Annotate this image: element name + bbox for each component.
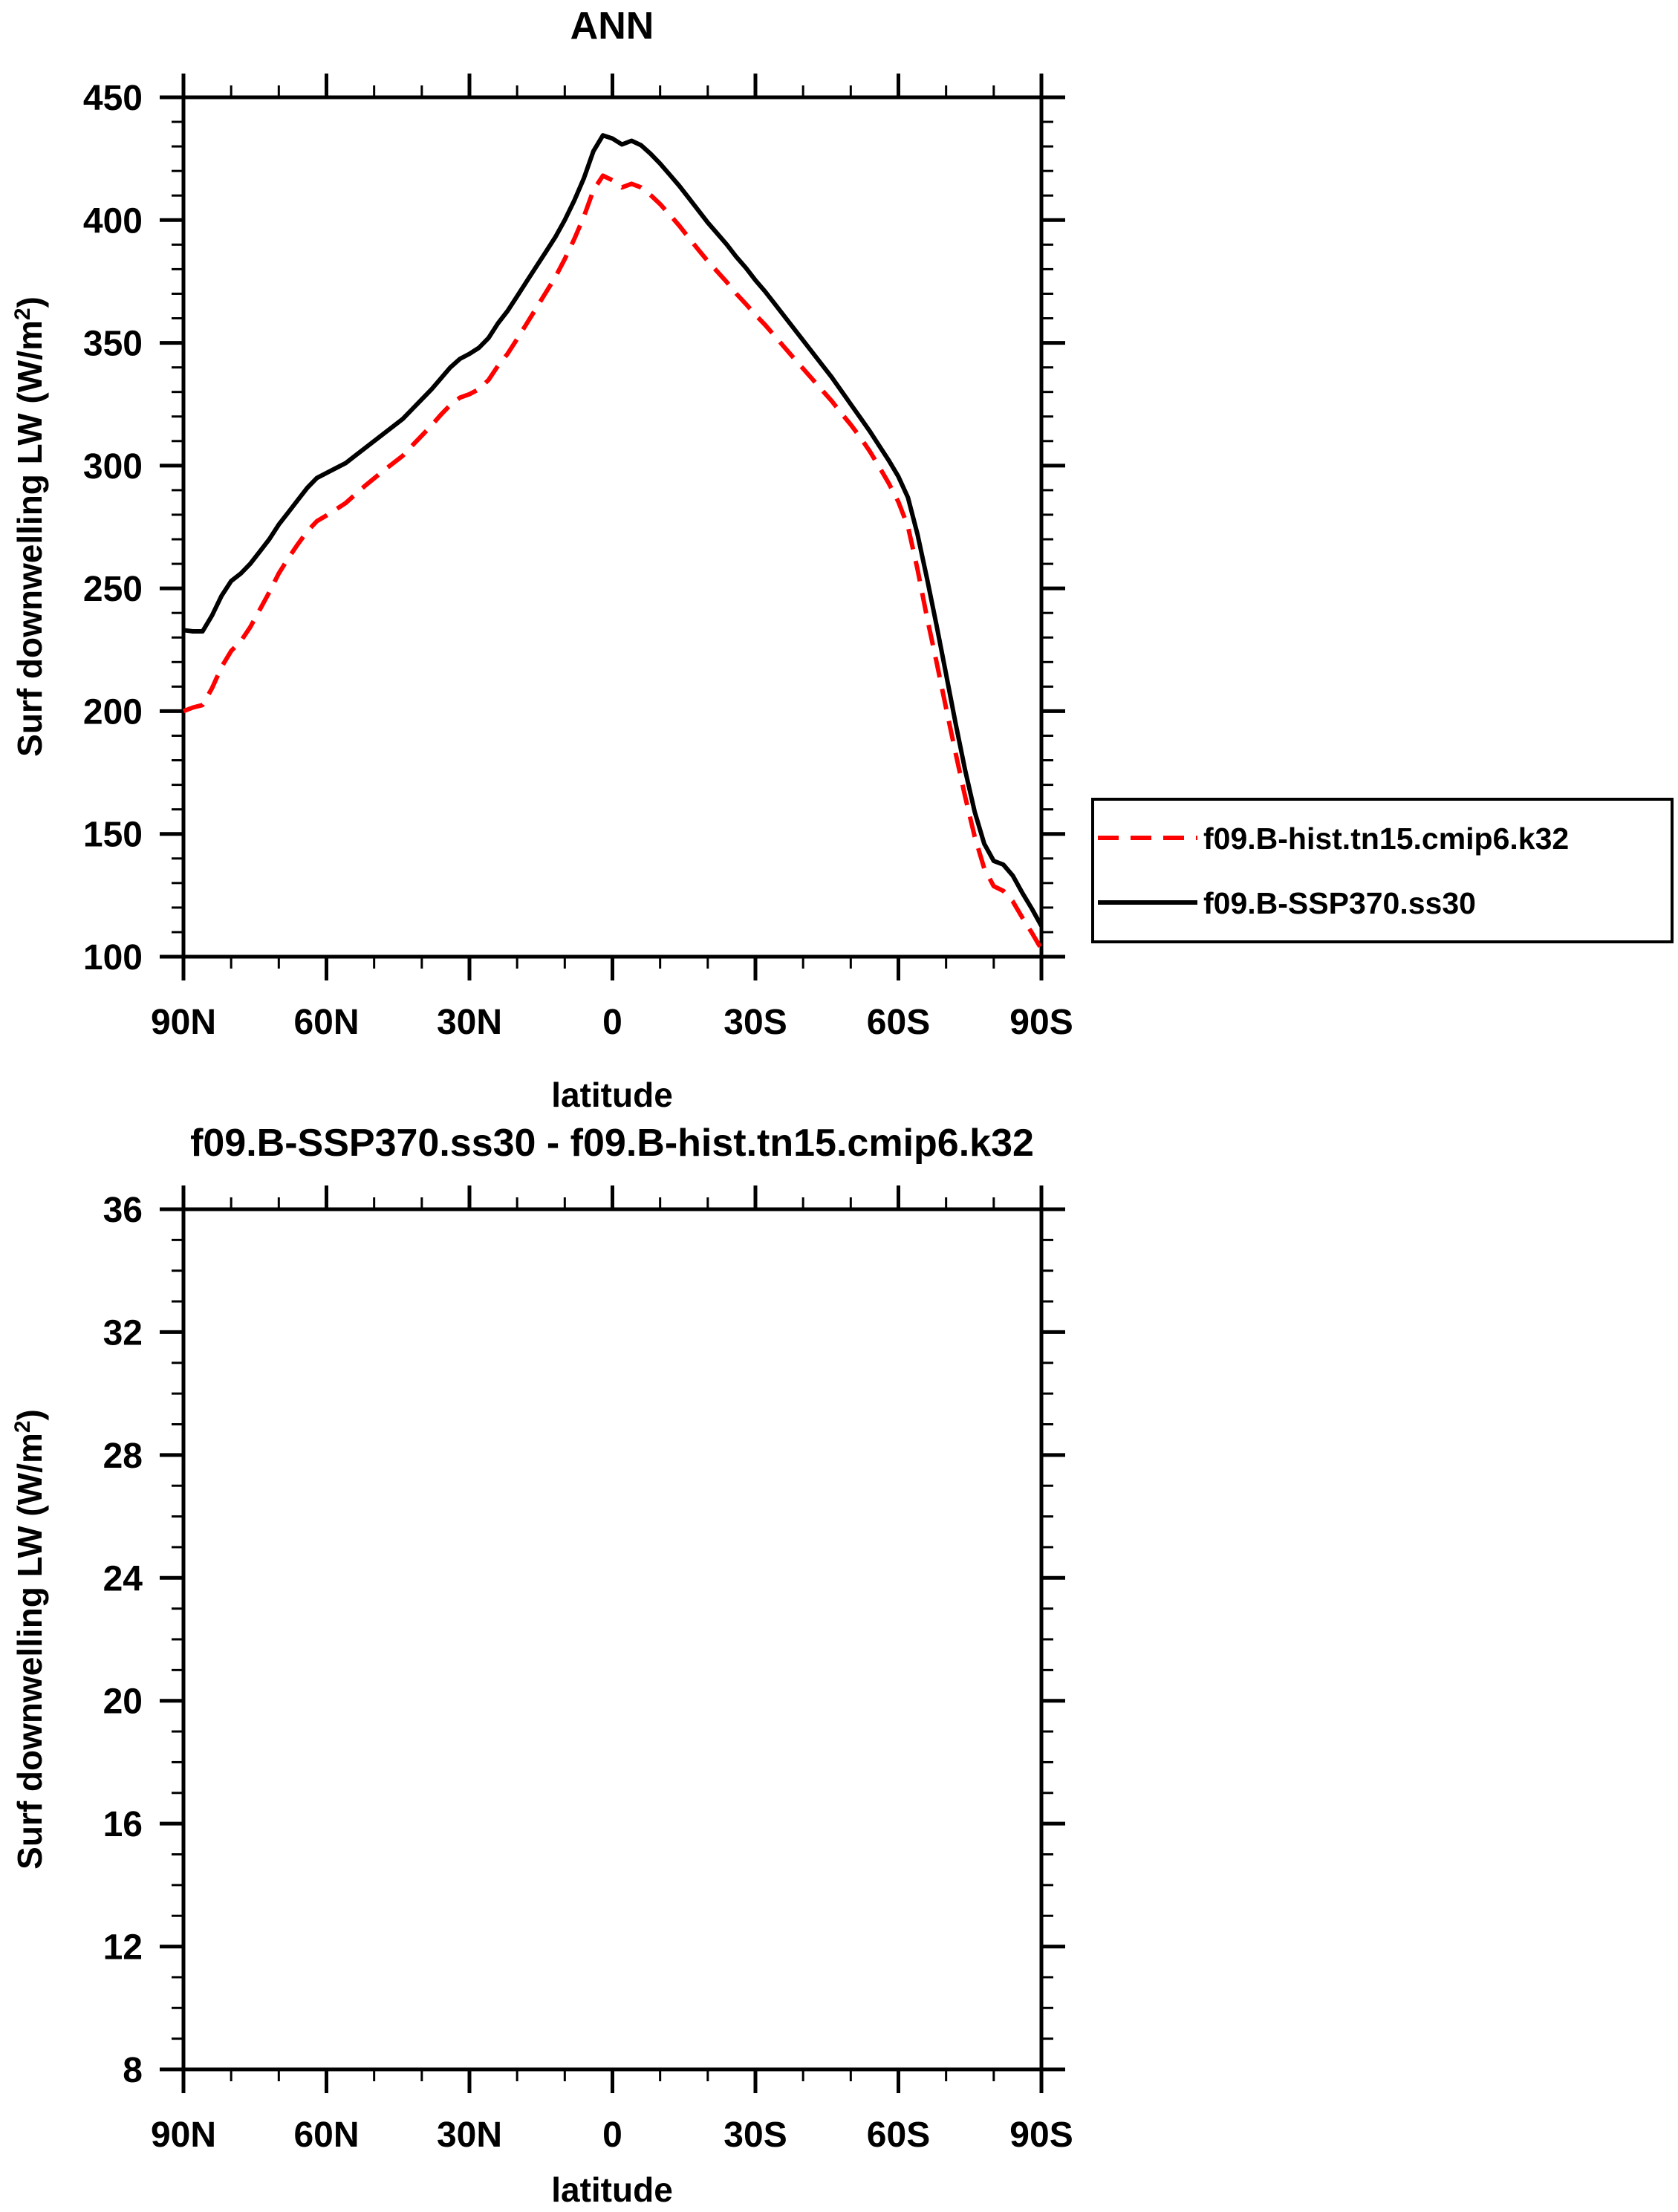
x-tick-label: 30N <box>436 1003 503 1042</box>
plot-frame <box>183 1209 1041 2069</box>
bottom-chart-title: f09.B-SSP370.ss30 - f09.B-hist.tn15.cmip6.k32 <box>190 1122 1034 1165</box>
bottom-chart-axes <box>103 1185 1073 2155</box>
y-tick-label: 16 <box>103 1805 143 1845</box>
y-tick-label: 400 <box>82 201 143 241</box>
y-label-close: ) <box>10 1409 49 1421</box>
x-tick-label: 90N <box>150 2115 217 2155</box>
x-tick-label: 60S <box>866 1003 931 1042</box>
y-tick-label: 300 <box>82 446 143 487</box>
y-label-main: Surf downwelling LW (W/m <box>10 1433 49 1870</box>
y-label-superscript: 2 <box>10 308 35 321</box>
y-label-main: Surf downwelling LW (W/m <box>10 320 49 757</box>
y-tick-label: 32 <box>103 1313 143 1353</box>
y-tick-label: 450 <box>82 79 143 118</box>
top-chart-x-axis-label: latitude <box>551 1076 673 1114</box>
legend <box>1093 799 1672 942</box>
top-chart-title: ANN <box>570 4 654 48</box>
x-tick-label: 30S <box>723 1003 787 1042</box>
y-tick-label: 200 <box>82 692 143 732</box>
y-tick-label: 20 <box>103 1682 143 1722</box>
y-label-close: ) <box>10 296 49 308</box>
bottom-chart-y-axis-label <box>10 1409 49 1870</box>
x-tick-label: 60S <box>866 2115 931 2155</box>
y-tick-label: 24 <box>103 1559 143 1599</box>
y-label-superscript: 2 <box>10 1420 35 1434</box>
x-tick-label: 0 <box>602 2115 622 2155</box>
y-tick-label: 8 <box>123 2051 143 2090</box>
top-chart-y-axis-label <box>10 296 49 757</box>
x-tick-label: 90N <box>150 1003 217 1042</box>
y-tick-label: 150 <box>82 815 143 855</box>
legend-box <box>1093 799 1672 942</box>
x-tick-label: 90S <box>1009 1003 1073 1042</box>
top-chart-curves <box>183 135 1041 949</box>
legend-label-hist: f09.B-hist.tn15.cmip6.k32 <box>1203 822 1570 856</box>
x-tick-label: 60N <box>293 1003 360 1042</box>
y-tick-label: 100 <box>82 938 143 977</box>
curve-dashed-red <box>183 176 1041 949</box>
bottom-chart-x-axis-label: latitude <box>551 2170 673 2209</box>
bottom-chart <box>10 1122 1073 2209</box>
x-tick-label: 30N <box>436 2115 503 2155</box>
legend-label-ssp370: f09.B-SSP370.ss30 <box>1203 886 1476 920</box>
x-tick-label: 60N <box>293 2115 360 2155</box>
x-tick-label: 0 <box>602 1003 622 1042</box>
curve-solid-black <box>183 135 1041 926</box>
y-tick-label: 250 <box>82 570 143 610</box>
y-tick-label: 350 <box>82 324 143 364</box>
y-tick-label: 12 <box>103 1928 143 1968</box>
y-tick-label: 36 <box>103 1191 143 1230</box>
y-tick-label: 28 <box>103 1436 143 1476</box>
top-chart <box>10 4 1672 1114</box>
x-tick-label: 30S <box>723 2115 787 2155</box>
x-tick-label: 90S <box>1009 2115 1073 2155</box>
